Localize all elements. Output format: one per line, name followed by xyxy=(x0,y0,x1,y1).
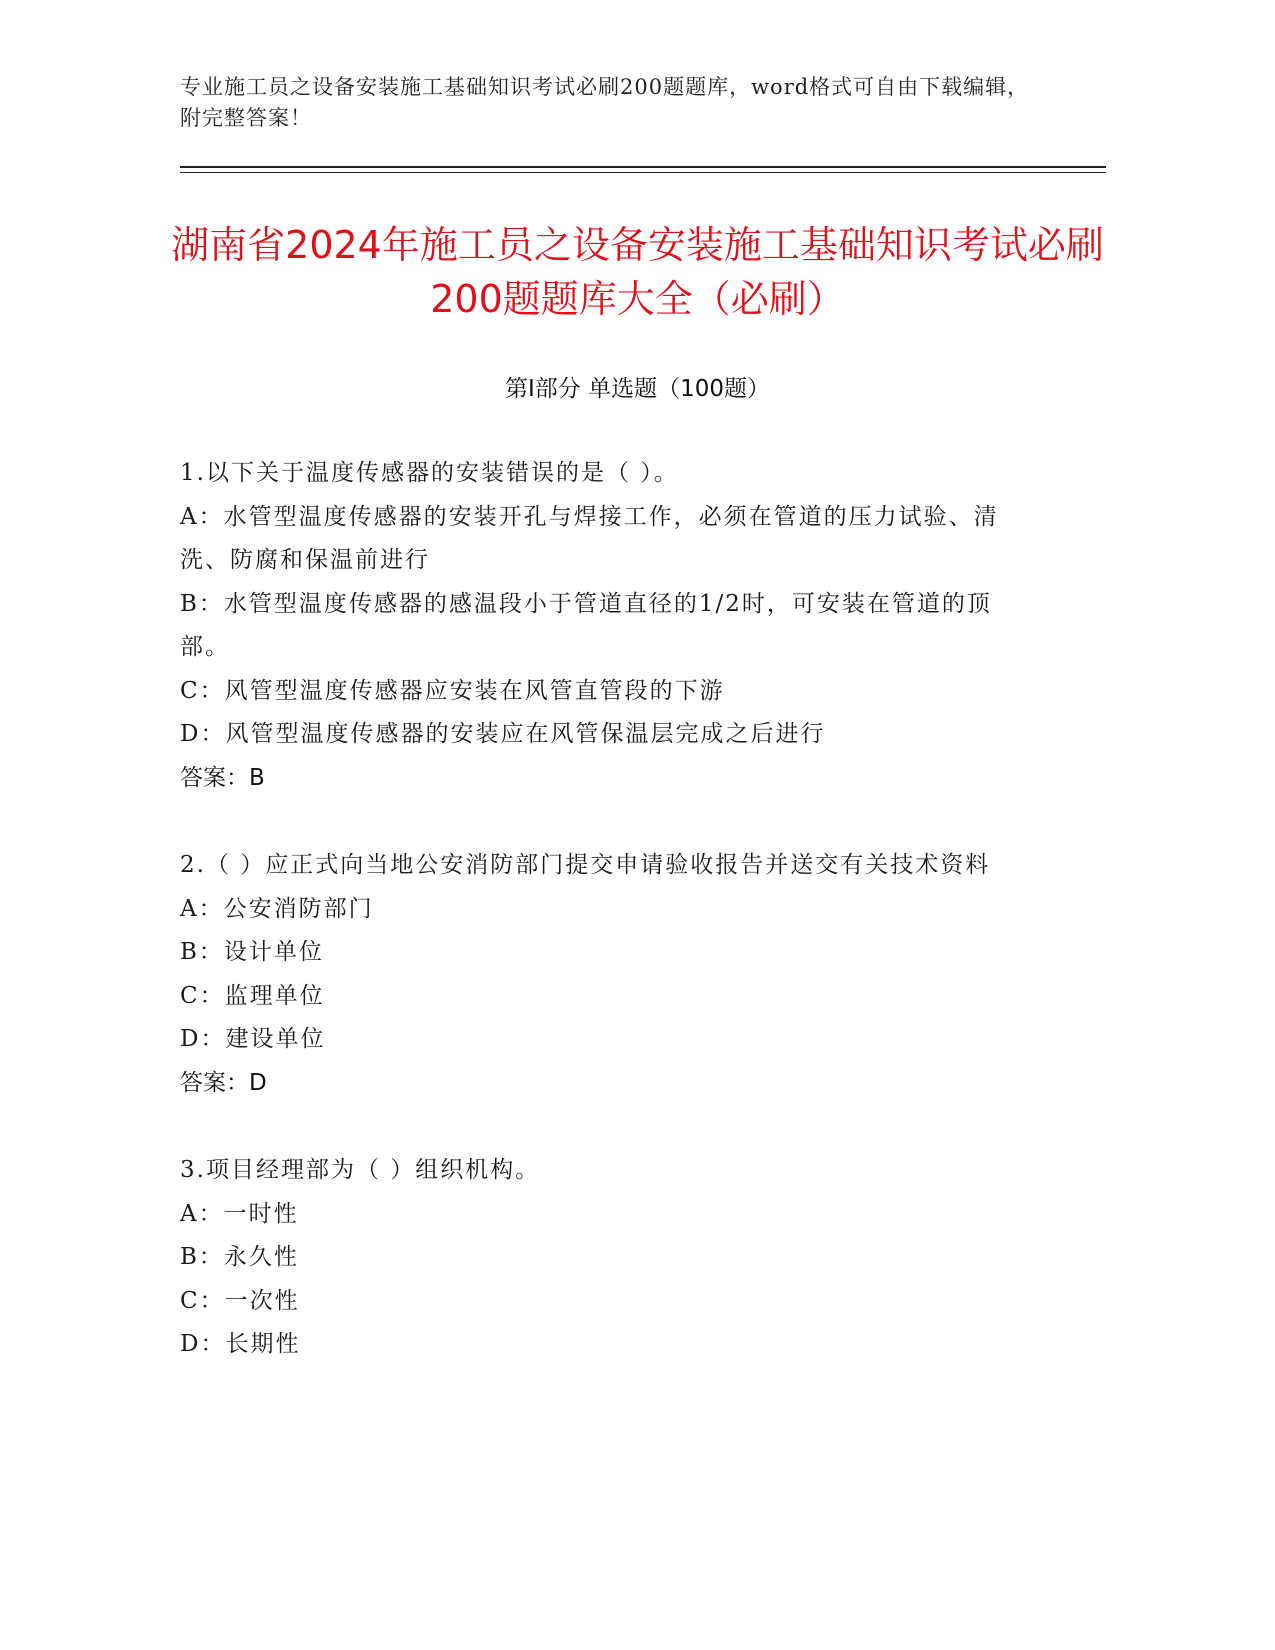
section-title: 第Ⅰ部分 单选题（100题） xyxy=(505,376,770,402)
answer: 答案：B xyxy=(180,764,265,791)
option-c: C：一次性 xyxy=(180,1287,300,1314)
option-b: B：永久性 xyxy=(180,1244,299,1270)
option-d: D：风管型温度传感器的安装应在风管保温层完成之后进行 xyxy=(180,721,826,747)
option-d: D：长期性 xyxy=(180,1331,301,1357)
option-b: B：水管型温度传感器的感温段小于管道直径的1/2时，可安装在管道的顶部。 xyxy=(180,590,992,660)
option-a: A：一时性 xyxy=(180,1200,299,1227)
question-1 xyxy=(180,452,1040,800)
header-divider-thick xyxy=(180,166,1106,168)
question-stem: 1.以下关于温度传感器的安装错误的是（ ）。 xyxy=(180,460,679,486)
document-title: 湖南省2024年施工员之设备安装施工基础知识考试必刷200题题库大全（必刷） xyxy=(171,223,1104,321)
question-stem: 2.（ ）应正式向当地公安消防部门提交申请验收报告并送交有关技术资料 xyxy=(180,852,991,878)
question-stem: 3.项目经理部为（ ）组织机构。 xyxy=(180,1157,541,1183)
question-3 xyxy=(180,1149,1040,1367)
option-c: C：风管型温度传感器应安装在风管直管段的下游 xyxy=(180,677,725,704)
header-note: 专业施工员之设备安装施工基础知识考试必刷200题题库，word格式可自由下载编辑，附完整答案！ xyxy=(180,75,1030,130)
option-a: A：水管型温度传感器的安装开孔与焊接工作，必须在管道的压力试验、清洗、防腐和保温前进行 xyxy=(180,503,999,573)
answer: 答案：D xyxy=(180,1069,267,1096)
option-c: C：监理单位 xyxy=(180,982,325,1009)
option-b: B：设计单位 xyxy=(180,939,324,965)
header-divider-thin xyxy=(180,172,1106,173)
question-list xyxy=(180,452,1040,1411)
question-2 xyxy=(180,844,1040,1105)
option-a: A：公安消防部门 xyxy=(180,895,374,922)
option-d: D：建设单位 xyxy=(180,1026,326,1052)
